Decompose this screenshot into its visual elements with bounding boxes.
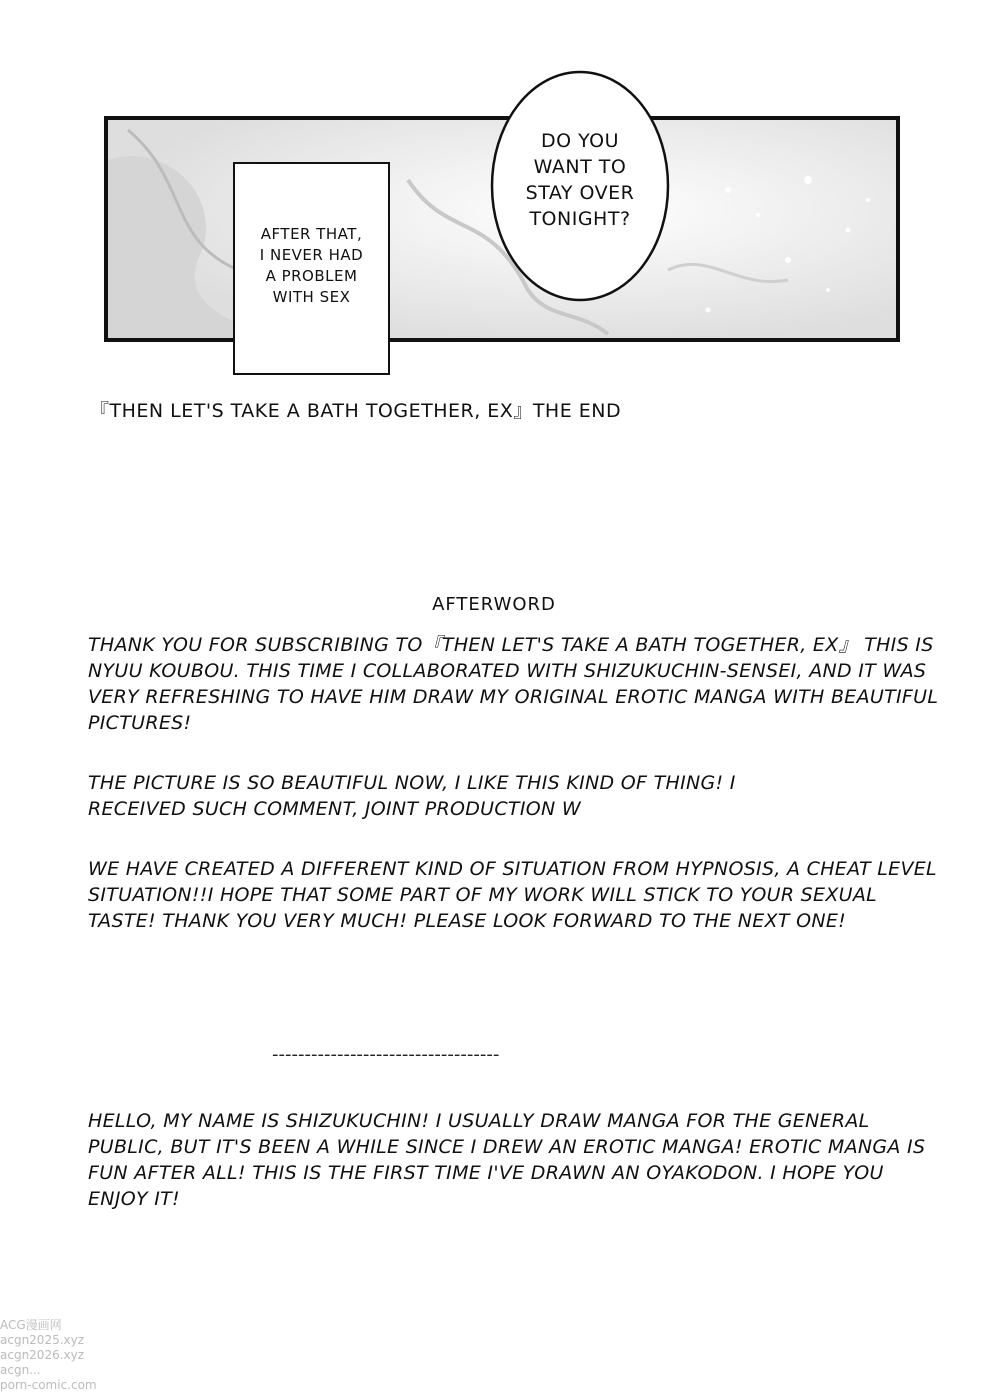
afterword-paragraph-3: WE HAVE CREATED A DIFFERENT KIND OF SITUATION FROM HYPNOSIS, A CHEAT LEVEL SITUATION!!I HOPE THAT SOME PART OF MY WORK WILL STICK TO YOUR SEXUAL TASTE! THANK YOU VERY MUCH! PLEASE LOOK FORWARD TO THE NEXT ONE!	[88, 858, 937, 932]
watermark-line: acgn...	[0, 1363, 41, 1377]
watermark-line: porn-comic.com	[0, 1378, 97, 1392]
divider: -----------------------------------	[272, 1044, 500, 1065]
watermark	[0, 1318, 97, 1393]
caption-box	[233, 162, 390, 375]
closing-paragraph: HELLO, MY NAME IS SHIZUKUCHIN! I USUALLY DRAW MANGA FOR THE GENERAL PUBLIC, BUT IT'S BEEN A WHILE SINCE I DREW AN EROTIC MANGA! EROTIC MANGA IS FUN AFTER ALL! THIS IS THE FIRST TIME I'VE DRAWN AN OYAKODON. I HOPE YOU ENJOY IT!	[88, 1110, 926, 1210]
afterword-paragraph-1: THANK YOU FOR SUBSCRIBING TO『THEN LET'S TAKE A BATH TOGETHER, EX』 THIS IS NYUU KOUBOU. THIS TIME I COLLABORATED WITH SHIZUKUCHIN-SENSEI, AND IT WAS VERY REFRESHING TO HAVE HIM DRAW MY ORIGINAL EROTIC MANGA WITH BEAUTIFUL PICTURES!	[88, 634, 939, 734]
speech-bubble-text: DO YOU WANT TO STAY OVER TONIGHT?	[525, 130, 635, 230]
afterword-paragraph-2: THE PICTURE IS SO BEAUTIFUL NOW, I LIKE THIS KIND OF THING! I RECEIVED SUCH COMMENT, JOINT PRODUCTION W	[88, 772, 736, 820]
watermark-line: acgn2026.xyz	[0, 1348, 85, 1362]
caption-text: AFTER THAT, I NEVER HAD A PROBLEM WITH SEX	[259, 225, 364, 306]
end-line: 『THEN LET'S TAKE A BATH TOGETHER, EX』THE END	[90, 400, 622, 422]
watermark-line: acgn2025.xyz	[0, 1333, 85, 1347]
afterword-title: AFTERWORD	[432, 594, 556, 615]
watermark-line: ACG漫画网	[0, 1318, 62, 1332]
